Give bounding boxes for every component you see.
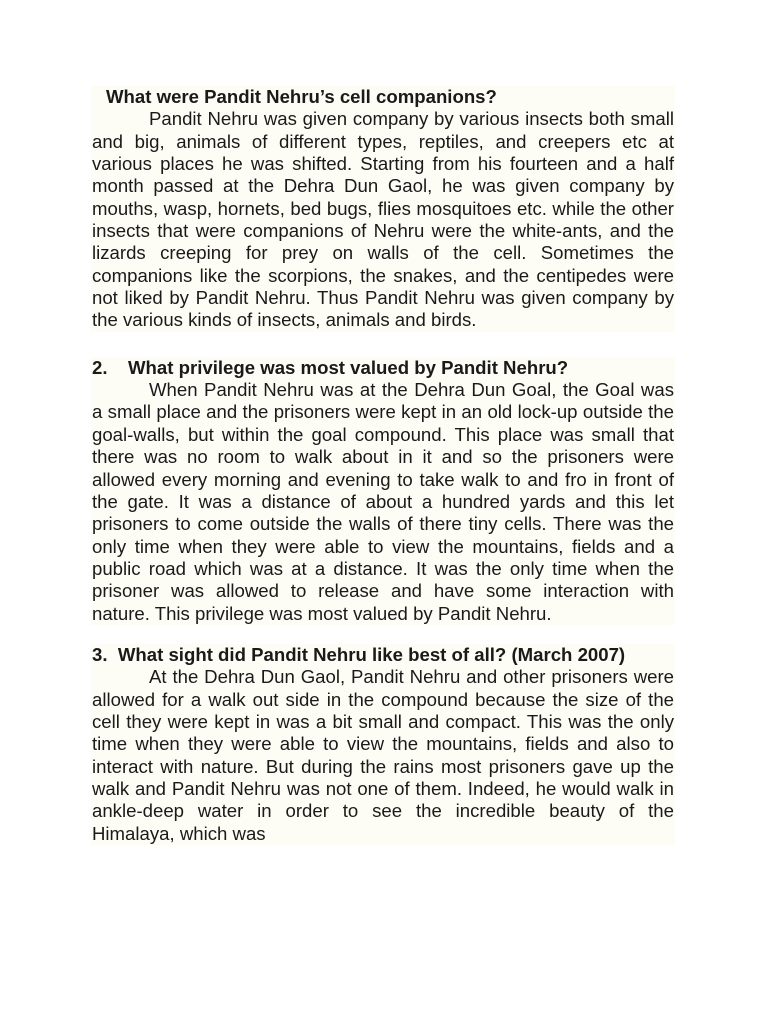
question-2-number: 2. xyxy=(92,356,108,378)
answer-1-text: Pandit Nehru was given company by various insects both small and big, animals of different types, reptiles, and creepers etc at various places he was shifted. Starting from his fourteen and a half month passed at the Dehra Dun Gaol, he was given company by mouths, wasp, hornets, bed bugs, flies mosquitoes etc. while the other insects that were companions of Nehru were the white-ants, and the lizards creeping for prey on walls of the cell. Sometimes the companions like the scorpions, the snakes, and the centipedes were not liked by Pandit Nehru. Thus Pandit Nehru was given company by the various kinds of insects, animals and birds. xyxy=(92,108,674,331)
section-3 xyxy=(91,644,675,845)
section-1 xyxy=(91,86,675,332)
question-3-text: What sight did Pandit Nehru like best of all? (March 2007) xyxy=(117,643,626,665)
answer-3-text: At the Dehra Dun Gaol, Pandit Nehru and other prisoners were allowed for a walk out side in the compound because the size of the cell they were kept in was a bit small and compact. This was the only time when they were able to view the mountains, fields and also to interact with nature. But during the rains most prisoners gave up the walk and Pandit Nehru was not one of them. Indeed, he would walk in ankle-deep water in order to see the incredible beauty of the Himalaya, which was xyxy=(92,666,674,844)
section-2 xyxy=(91,357,675,625)
question-3-number: 3. xyxy=(92,643,108,665)
document-page xyxy=(91,86,675,845)
question-2-text: What privilege was most valued by Pandit Nehru? xyxy=(128,356,569,378)
question-1-heading: What were Pandit Nehru’s cell companions? xyxy=(106,86,497,107)
answer-2-text: When Pandit Nehru was at the Dehra Dun Goal, the Goal was a small place and the prisoners were kept in an old lock-up outside the goal-walls, but within the goal compound. This place was small that there was no room to walk about in it and so the prisoners were allowed every morning and evening to take walk to and fro in front of the gate. It was a distance of about a hundred yards and this let prisoners to come outside the walls of there tiny cells. There was the only time when they were able to view the mountains, fields and a public road which was at a distance. It was the only time when the prisoner was allowed to release and have some interaction with nature. This privilege was most valued by Pandit Nehru. xyxy=(92,379,674,624)
question-2-heading xyxy=(92,357,674,379)
question-3-heading xyxy=(92,644,674,666)
